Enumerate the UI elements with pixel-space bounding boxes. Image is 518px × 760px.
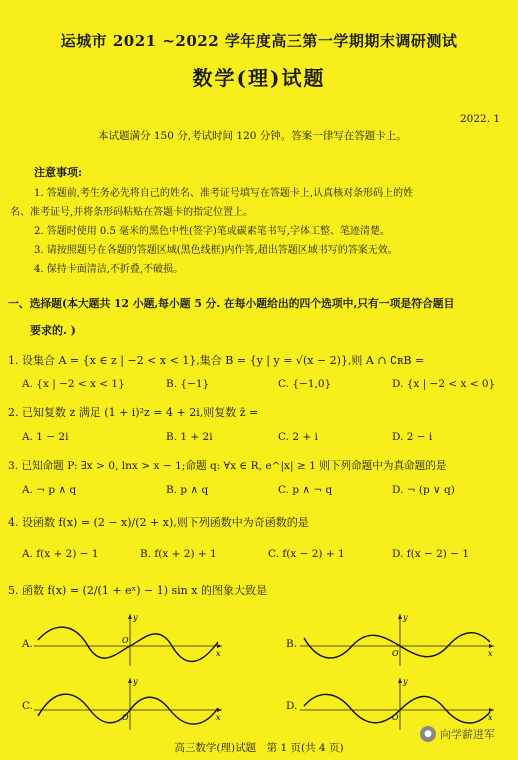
axis-y-label: y: [133, 677, 138, 686]
axis-y-label: y: [403, 677, 408, 686]
question-4-option-c: C. f(x − 2) + 1: [268, 548, 345, 560]
exam-subject-title: 数学(理)试题: [192, 66, 326, 90]
axis-x-label: x: [216, 649, 221, 658]
notes-title: 注意事项:: [34, 166, 83, 179]
axis-x-label: x: [488, 649, 493, 658]
axis-y-label: y: [403, 613, 408, 622]
origin-label: O: [122, 636, 129, 645]
page-footer: 高三数学(理)试题 第 1 页(共 4 页): [174, 742, 344, 754]
graph-c: [34, 676, 224, 732]
graph-label-d: D.: [286, 700, 298, 712]
origin-label: O: [122, 713, 129, 722]
question-1-option-d: D. {x | −2 < x < 0}: [392, 378, 496, 390]
origin-label: O: [392, 649, 399, 658]
question-3-option-a: A. ¬ p ∧ q: [22, 484, 77, 496]
axis-y-label: y: [133, 613, 138, 622]
origin-label: O: [392, 713, 399, 722]
question-1-stem: 1. 设集合 A = {x ∈ z | −2 < x < 1},集合 B = {y | y = √(x − 2)},则 A ∩ ∁ʀB =: [8, 354, 425, 367]
question-1-option-a: A. {x | −2 < x < 1}: [22, 378, 125, 390]
question-2-stem: 2. 已知复数 z 满足 (1 + i)²z = 4 + 2i,则复数 z̄ =: [8, 406, 259, 419]
question-4-option-a: A. f(x + 2) − 1: [22, 548, 99, 560]
question-3-option-b: B. p ∧ q: [166, 484, 209, 496]
axis-x-label: x: [488, 713, 493, 722]
section-heading: 一、选择题(本大题共 12 小题,每小题 5 分. 在每小题给出的四个选项中,只有一项是符合题目: [8, 297, 455, 310]
question-1-option-c: C. {−1,0}: [278, 378, 332, 390]
watermark: [420, 724, 516, 744]
question-3-option-d: D. ¬ (p ∨ q): [392, 484, 455, 496]
question-5-stem: 5. 函数 f(x) = (2/(1 + eˣ) − 1) sin x 的图象大致是: [8, 584, 267, 597]
note-item: 2. 答题时使用 0.5 毫米的黑色中性(签字)笔或碳素笔书写,字体工整、笔迹清楚。: [34, 226, 390, 237]
wechat-icon: ●: [420, 726, 436, 742]
question-4-option-b: B. f(x + 2) + 1: [140, 548, 217, 560]
question-2-option-c: C. 2 + i: [278, 431, 318, 443]
note-item: 3. 请按照题号在各题的答题区域(黑色线框)内作答,超出答题区域书写的答案无效。: [34, 245, 398, 256]
exam-date: 2022. 1: [460, 113, 501, 125]
section-heading-cont: 要求的. ): [30, 324, 76, 337]
graph-b: [300, 612, 496, 668]
question-2-option-a: A. 1 − 2i: [22, 431, 69, 443]
exam-title: 运城市 2021 ~2022 学年度高三第一学期期末调研测试: [60, 32, 458, 50]
question-2-option-b: B. 1 + 2i: [166, 431, 213, 443]
exam-intro: 本试题满分 150 分,考试时间 120 分钟。答案一律写在答题卡上。: [98, 130, 407, 142]
note-item: 名、准考证号,并将条形码粘贴在答题卡的指定位置上。: [10, 207, 254, 218]
question-1-option-b: B. {−1}: [166, 378, 210, 390]
axis-x-label: x: [216, 713, 221, 722]
graph-a: [34, 612, 224, 668]
question-3-stem: 3. 已知命题 P: ∃x > 0, lnx > x − 1;命题 q: ∀x ∈ R, e^|x| ≥ 1 则下列命题中为真命题的是: [8, 460, 447, 472]
question-4-option-d: D. f(x − 2) − 1: [392, 548, 470, 560]
question-3-option-c: C. p ∧ ¬ q: [278, 484, 333, 496]
question-4-stem: 4. 设函数 f(x) = (2 − x)/(2 + x),则下列函数中为奇函数的是: [8, 516, 309, 529]
note-item: 1. 答题前,考生务必先将自己的姓名、准考证号填写在答题卡上,认真核对条形码上的姓: [34, 188, 414, 199]
question-2-option-d: D. 2 − i: [392, 431, 433, 443]
note-item: 4. 保持卡面清洁,不折叠,不破损。: [34, 264, 184, 275]
graph-label-c: C.: [22, 700, 33, 712]
graph-label-a: A.: [22, 638, 33, 650]
watermark-text: 向学薪进军: [440, 728, 495, 741]
graph-label-b: B.: [286, 638, 298, 650]
